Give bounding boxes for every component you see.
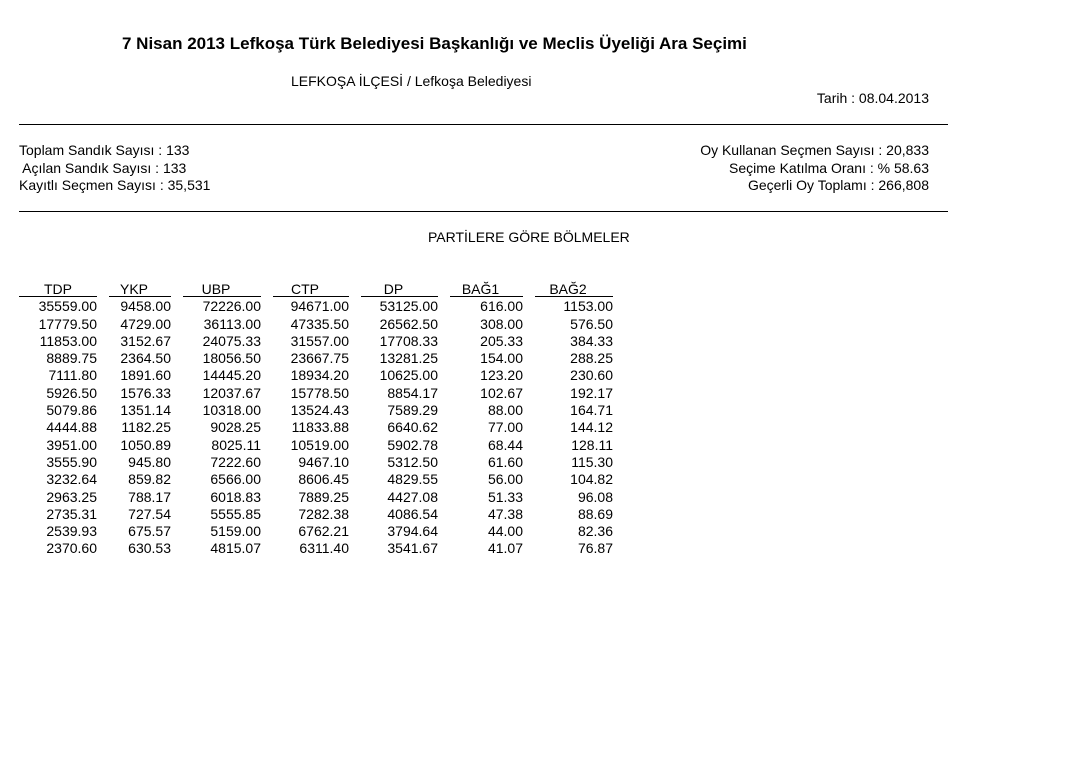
table-cell: 36113.00: [203, 315, 261, 332]
table-cell: 15778.50: [290, 384, 349, 401]
table-cell: 2735.31: [46, 505, 97, 522]
table-row: [19, 367, 613, 384]
table-row: [19, 316, 613, 333]
table-cell: 61.60: [487, 453, 523, 470]
table-cell: 859.82: [128, 471, 171, 488]
table-cell: 123.20: [480, 367, 523, 384]
table-cell: 53125.00: [379, 298, 438, 315]
table-cell: 384.33: [570, 332, 613, 349]
table-cell: 5079.86: [46, 402, 97, 419]
table-cell: 7222.60: [210, 453, 261, 470]
bottom-divider: [19, 211, 948, 212]
table-cell: 47335.50: [290, 315, 349, 332]
table-cell: 104.82: [570, 471, 613, 488]
header-underline: [273, 296, 349, 297]
table-body: [19, 298, 613, 557]
table-cell: 17708.33: [379, 332, 438, 349]
table-cell: 51.33: [487, 488, 523, 505]
table-cell: 31557.00: [290, 332, 349, 349]
table-cell: 47.38: [487, 505, 523, 522]
table-cell: 2370.60: [46, 540, 97, 557]
table-cell: 88.00: [487, 402, 523, 419]
table-row: [19, 350, 613, 367]
table-cell: 76.87: [577, 540, 613, 557]
column-header-label: UBP: [201, 281, 231, 297]
table-cell: 35559.00: [38, 298, 97, 315]
table-cell: 77.00: [487, 419, 523, 436]
table-cell: 1576.33: [120, 384, 171, 401]
table-cell: 7589.29: [387, 402, 438, 419]
total-ballot-boxes: Toplam Sandık Sayısı : 133: [19, 142, 190, 158]
table-cell: 164.71: [570, 402, 613, 419]
table-cell: 41.07: [487, 540, 523, 557]
table-cell: 192.17: [570, 384, 613, 401]
table-cell: 14445.20: [202, 367, 261, 384]
table-cell: 288.25: [570, 350, 613, 367]
header-underline: [450, 296, 523, 297]
table-cell: 4829.55: [387, 471, 438, 488]
table-cell: 10519.00: [290, 436, 349, 453]
table-cell: 18934.20: [290, 367, 349, 384]
ballot-box-stats: [19, 142, 210, 195]
column-header-label: DP: [383, 281, 404, 297]
table-cell: 5555.85: [210, 505, 261, 522]
table-cell: 230.60: [570, 367, 613, 384]
table-cell: 96.08: [577, 488, 613, 505]
table-cell: 7889.25: [298, 488, 349, 505]
table-cell: 3951.00: [46, 436, 97, 453]
table-cell: 1153.00: [563, 298, 613, 315]
registered-voters: Kayıtlı Seçmen Sayısı : 35,531: [19, 177, 211, 193]
table-row: [19, 385, 613, 402]
column-header: [438, 281, 523, 298]
table-cell: 11833.88: [291, 419, 349, 436]
table-row: [19, 402, 613, 419]
table-row: [19, 419, 613, 436]
column-header: [261, 281, 349, 298]
table-cell: 23667.75: [290, 350, 349, 367]
table-cell: 26562.50: [379, 315, 438, 332]
column-header: [19, 281, 97, 298]
section-title: PARTİLERE GÖRE BÖLMELER: [428, 229, 630, 245]
table-cell: 144.12: [570, 419, 613, 436]
table-cell: 630.53: [128, 540, 171, 557]
table-cell: 24075.33: [202, 332, 261, 349]
table-cell: 6640.62: [387, 419, 438, 436]
table-cell: 205.33: [480, 332, 523, 349]
party-divisions-table: [19, 281, 613, 558]
column-header: [523, 281, 613, 298]
table-cell: 5902.78: [387, 436, 438, 453]
top-divider: [19, 124, 948, 125]
opened-ballot-boxes: Açılan Sandık Sayısı : 133: [19, 159, 187, 176]
table-cell: 9458.00: [120, 298, 171, 315]
table-cell: 12037.67: [202, 384, 261, 401]
table-cell: 88.69: [577, 505, 613, 522]
table-row: [19, 333, 613, 350]
table-cell: 3152.67: [120, 332, 171, 349]
table-cell: 3541.67: [387, 540, 438, 557]
table-cell: 17779.50: [38, 315, 97, 332]
table-cell: 8854.17: [387, 384, 438, 401]
table-cell: 68.44: [487, 436, 523, 453]
table-cell: 4444.88: [46, 419, 97, 436]
table-cell: 56.00: [487, 471, 523, 488]
table-row: [19, 454, 613, 471]
table-cell: 9467.10: [298, 453, 349, 470]
table-cell: 6018.83: [210, 488, 261, 505]
column-header-label: CTP: [291, 281, 319, 297]
column-header-label: BAĞ2: [549, 281, 587, 297]
table-cell: 4427.08: [387, 488, 438, 505]
table-cell: 9028.25: [210, 419, 261, 436]
table-cell: 44.00: [487, 523, 523, 540]
table-cell: 13281.25: [379, 350, 438, 367]
table-row: [19, 506, 613, 523]
table-cell: 788.17: [128, 488, 171, 505]
table-cell: 2963.25: [46, 488, 97, 505]
table-row: [19, 298, 613, 315]
header-underline: [535, 296, 613, 297]
table-cell: 5312.50: [387, 453, 438, 470]
column-header: [349, 281, 438, 298]
table-cell: 2364.50: [120, 350, 171, 367]
table-cell: 727.54: [128, 505, 171, 522]
table-cell: 18056.50: [202, 350, 261, 367]
voters-who-voted: Oy Kullanan Seçmen Sayısı : 20,833: [700, 142, 929, 158]
table-cell: 11853.00: [39, 332, 97, 349]
header-underline: [109, 296, 171, 297]
table-cell: 94671.00: [290, 298, 349, 315]
column-header-label: BAĞ1: [461, 281, 500, 297]
table-cell: 1351.14: [120, 402, 171, 419]
table-cell: 10318.00: [202, 402, 261, 419]
table-cell: 2539.93: [46, 523, 97, 540]
table-cell: 6566.00: [210, 471, 261, 488]
header-underline: [361, 296, 438, 297]
table-cell: 154.00: [480, 350, 523, 367]
table-cell: 4086.54: [387, 505, 438, 522]
table-cell: 4815.07: [210, 540, 261, 557]
header-underline: [19, 296, 97, 297]
table-cell: 6311.40: [299, 540, 349, 557]
table-cell: 72226.00: [202, 298, 261, 315]
document-title: 7 Nisan 2013 Lefkoşa Türk Belediyesi Başkanlığı ve Meclis Üyeliği Ara Seçimi: [122, 34, 747, 53]
valid-vote-total: Geçerli Oy Toplamı : 266,808: [747, 177, 929, 193]
table-cell: 3555.90: [46, 453, 97, 470]
table-cell: 5159.00: [210, 523, 261, 540]
table-cell: 7282.38: [298, 505, 349, 522]
table-row: [19, 489, 613, 506]
table-row: [19, 471, 613, 488]
table-cell: 4729.00: [120, 315, 171, 332]
table-cell: 3794.64: [387, 523, 438, 540]
table-cell: 308.00: [480, 315, 523, 332]
column-header: [171, 281, 261, 298]
header-underline: [183, 296, 261, 297]
table-cell: 5926.50: [46, 384, 97, 401]
table-cell: 1050.89: [120, 436, 171, 453]
table-cell: 675.57: [128, 523, 171, 540]
table-cell: 3232.64: [46, 471, 97, 488]
table-cell: 82.36: [577, 523, 613, 540]
district-subtitle: LEFKOŞA İLÇESİ / Lefkoşa Belediyesi: [291, 73, 532, 89]
table-cell: 10625.00: [379, 367, 438, 384]
column-header-label: TDP: [44, 281, 72, 297]
table-cell: 616.00: [480, 298, 523, 315]
table-cell: 576.50: [570, 315, 613, 332]
table-cell: 128.11: [571, 436, 613, 453]
table-row: [19, 523, 613, 540]
table-cell: 8025.11: [211, 436, 261, 453]
table-row: [19, 437, 613, 454]
table-cell: 13524.43: [290, 402, 349, 419]
table-header-row: [19, 281, 613, 298]
column-header-label: YKP: [119, 281, 148, 297]
report-date: Tarih : 08.04.2013: [816, 90, 929, 106]
table-cell: 8606.45: [298, 471, 349, 488]
table-cell: 1182.25: [121, 419, 171, 436]
column-header: [97, 281, 171, 298]
table-cell: 6762.21: [298, 523, 349, 540]
vote-stats: [700, 142, 929, 195]
table-cell: 8889.75: [46, 350, 97, 367]
table-cell: 102.67: [480, 384, 523, 401]
turnout-rate: Seçime Katılma Oranı : % 58.63: [729, 159, 929, 176]
table-cell: 1891.60: [120, 367, 171, 384]
table-row: [19, 540, 613, 557]
table-cell: 945.80: [128, 453, 171, 470]
table-cell: 7111.80: [48, 367, 97, 384]
table-cell: 115.30: [571, 453, 613, 470]
